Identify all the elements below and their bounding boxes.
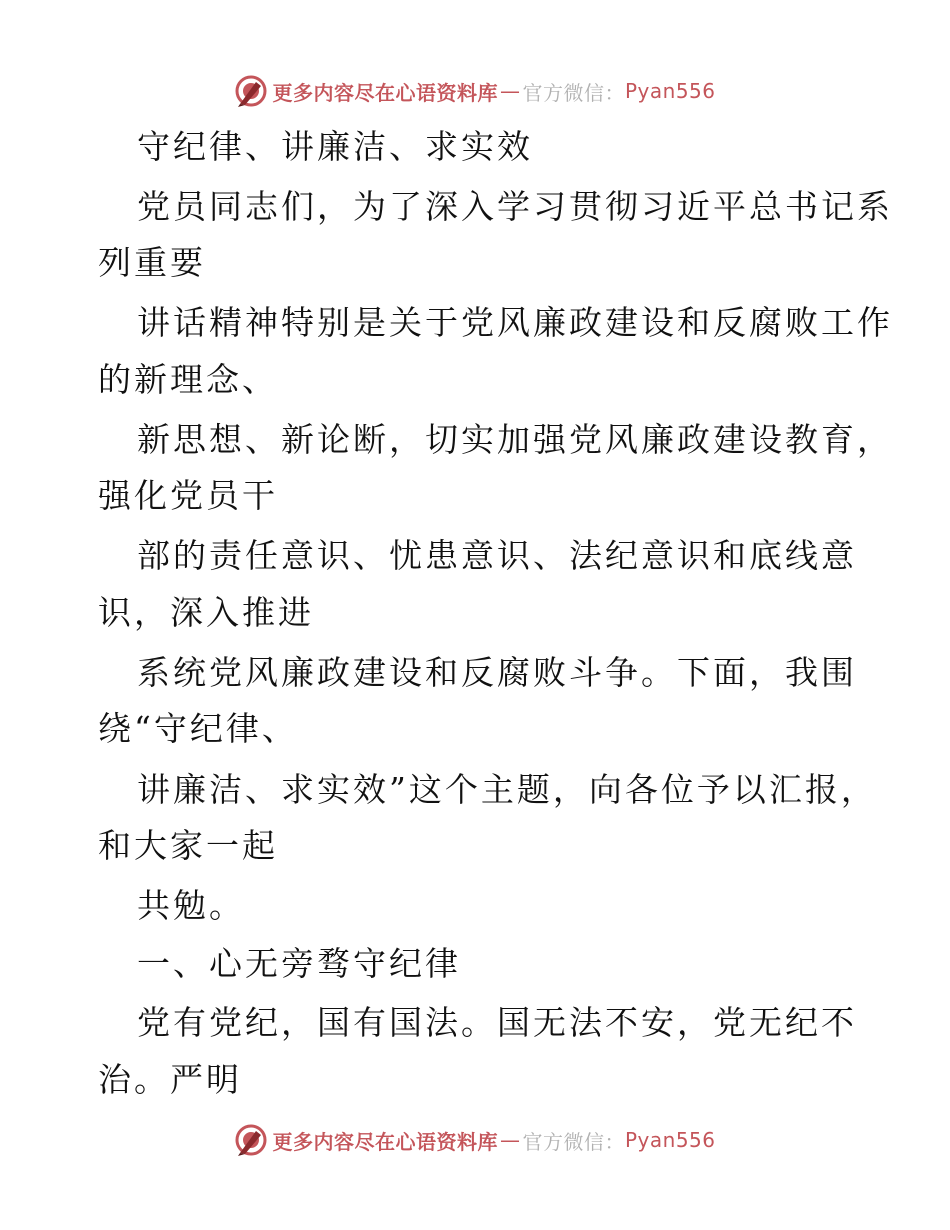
paragraph-line: 治。严明 [98,1060,242,1099]
document-title: 守纪律、讲廉洁、求实效 [137,127,533,166]
wechat-label: 官方微信： [522,80,625,105]
pen-logo-icon [234,1123,268,1157]
separator-dash: — [499,1128,521,1152]
footer-banner [0,1120,950,1160]
paragraph-line: 和大家一起 [98,826,278,865]
paragraph-line: 列重要 [98,243,206,282]
separator-dash: — [499,79,521,103]
paragraph-line: 讲话精神特别是关于党风廉政建设和反腐败工作 [137,303,893,342]
paragraph-line: 识，深入推进 [98,593,314,632]
paragraph-line: 绕“守纪律、 [98,709,298,748]
paragraph-line: 共勉。 [137,886,245,925]
wechat-account: Pyan556 [624,1128,716,1152]
paragraph-line: 的新理念、 [98,360,278,399]
site-name: 更多内容尽在心语资料库 [272,1129,498,1154]
paragraph-line: 系统党风廉政建设和反腐败斗争。下面，我围 [137,653,857,692]
wechat-label: 官方微信： [522,1129,625,1154]
paragraph-line: 新思想、新论断，切实加强党风廉政建设教育， [137,420,893,459]
wechat-account: Pyan556 [624,79,716,103]
paragraph-line: 讲廉洁、求实效”这个主题，向各位予以汇报， [137,770,877,809]
paragraph-line: 强化党员干 [98,476,278,515]
section-heading: 一、心无旁骛守纪律 [137,944,461,983]
paragraph-line: 党员同志们，为了深入学习贯彻习近平总书记系 [137,187,893,226]
paragraph-line: 部的责任意识、忧患意识、法纪意识和底线意 [137,536,857,575]
paragraph-line: 党有党纪，国有国法。国无法不安，党无纪不 [137,1003,857,1042]
site-name: 更多内容尽在心语资料库 [272,80,498,105]
